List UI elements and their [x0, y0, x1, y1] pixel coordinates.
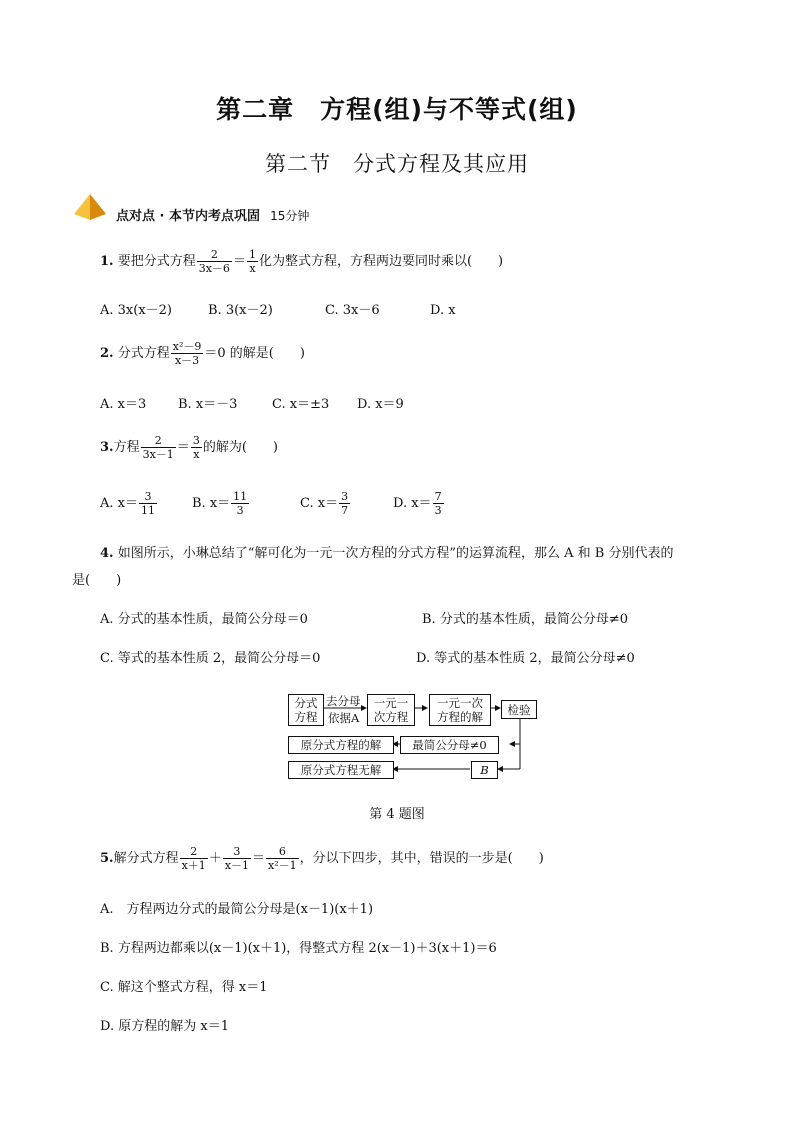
question-number: 2. [100, 346, 114, 361]
question-text: ，分以下四步，其中，错误的一步是( ) [299, 851, 544, 866]
question-text: 的解为( ) [202, 440, 278, 455]
pyramid-icon [72, 192, 108, 222]
flow-label-basis-a: 依据A [328, 711, 360, 725]
option-a[interactable]: A. x＝3 [100, 397, 147, 412]
fraction: $\frac{\text{x²－9}}{x-3}$ [172, 340, 202, 367]
question-text: 解分式方程 [113, 851, 179, 866]
option-c[interactable]: C. 解这个整式方程，得 x＝1 [100, 980, 268, 995]
option-a[interactable]: A. 方程两边分式的最简公分母是(x－1)(x＋1) [100, 902, 374, 917]
flow-box-no-solution: 原分式方程无解 [288, 761, 394, 779]
question-text: 如图所示，小琳总结了“解可化为一元一次方程的分式方程”的运算流程，那么 A 和 B 分别代表的 [117, 546, 674, 561]
question-text: 化为整式方程，方程两边要同时乘以( ) [258, 254, 504, 269]
question-text: 要把分式方程 [117, 254, 196, 269]
question-text: ＝0 的解是( ) [204, 346, 305, 361]
question-3: 3.方程 $\frac{2}{3x-1}$ ＝ $\frac{3}{x}$ 的解为( ) [100, 434, 278, 461]
question-number: 3. [100, 440, 114, 455]
fraction: $\frac{1}{x}$ [248, 248, 256, 275]
flow-box-linear-equation: 一元一 次方程 [367, 694, 415, 726]
flow-label-remove-denominator: 去分母 [326, 694, 361, 708]
question-number: 5. [100, 851, 114, 866]
question-4 [100, 545, 673, 563]
question-number: 4. [100, 546, 114, 561]
section-header-label: 点对点 · 本节内考点巩固 [116, 209, 260, 224]
fraction: $\frac{6}{\text{x²－1}}$ [268, 845, 297, 872]
flow-box-fractional-equation: 分式 方程 [288, 694, 324, 726]
flow-box-check: 检验 [501, 700, 537, 719]
question-5: 5.解分式方程 $\frac{2}{x+1}$ ＋ $\frac{3}{x-1}$ ＝ $\frac{6}{\text{x²－1}}$ ，分以下四步，其中，错误的一步是( ) [100, 845, 544, 872]
flow-box-lcd-nonzero: 最简公分母≠0 [400, 736, 499, 754]
option-d[interactable]: D. 等式的基本性质 2，最简公分母≠0 [416, 651, 635, 666]
flow-box-b: B [471, 761, 498, 779]
question-1: 1. 要把分式方程 $\frac{2}{3x-6}$ ＝ $\frac{1}{x}$ 化为整式方程，方程两边要同时乘以( ) [100, 248, 504, 275]
figure-caption: 第 4 题图 [369, 807, 425, 822]
option-c[interactable]: C. 等式的基本性质 2，最简公分母＝0 [100, 651, 321, 666]
section-header [116, 207, 309, 226]
question-number: 1. [100, 254, 114, 269]
fraction: $\frac{2}{3x-1}$ [142, 434, 174, 461]
option-c[interactable]: C. x＝±3 [272, 397, 330, 412]
flow-box-linear-solution: 一元一次 方程的解 [429, 694, 491, 726]
fraction: $\frac{2}{3x-6}$ [198, 248, 230, 275]
option-d[interactable]: D. x [430, 303, 456, 318]
option-b[interactable]: B. x＝ $\frac{11}{3}$ [192, 490, 248, 517]
option-c[interactable]: C. x＝ $\frac{3}{7}$ [300, 490, 349, 517]
fraction: $\frac{3}{x-1}$ [224, 845, 250, 872]
option-d[interactable]: D. x＝9 [357, 397, 404, 412]
fraction: $\frac{3}{x}$ [192, 434, 200, 461]
chapter-title: 第二章 方程(组)与不等式(组) [216, 95, 578, 124]
option-a[interactable]: A. 分式的基本性质，最简公分母＝0 [100, 612, 308, 627]
option-b[interactable]: B. 3(x－2) [208, 303, 273, 318]
question-4-line2: 是( ) [72, 573, 122, 588]
option-a[interactable]: A. 3x(x－2) [100, 303, 173, 318]
section-title: 第二节 分式方程及其应用 [265, 152, 529, 176]
option-b[interactable]: B. x＝－3 [178, 397, 238, 412]
question-text: 方程 [113, 440, 140, 455]
option-a[interactable]: A. x＝ $\frac{3}{11}$ [100, 490, 155, 517]
option-b[interactable]: B. 方程两边都乘以(x－1)(x＋1)，得整式方程 2(x－1)＋3(x＋1)＝6 [100, 941, 497, 956]
question-text: 分式方程 [117, 346, 170, 361]
option-d[interactable]: D. x＝ $\frac{7}{3}$ [393, 490, 442, 517]
question-2 [100, 340, 305, 367]
option-d[interactable]: D. 原方程的解为 x＝1 [100, 1019, 229, 1034]
flow-box-original-solution: 原分式方程的解 [288, 736, 394, 754]
option-c[interactable]: C. 3x－6 [325, 303, 380, 318]
fraction: $\frac{2}{x+1}$ [181, 845, 206, 872]
option-b[interactable]: B. 分式的基本性质，最简公分母≠0 [422, 612, 628, 627]
section-header-time: 15分钟 [270, 209, 310, 223]
